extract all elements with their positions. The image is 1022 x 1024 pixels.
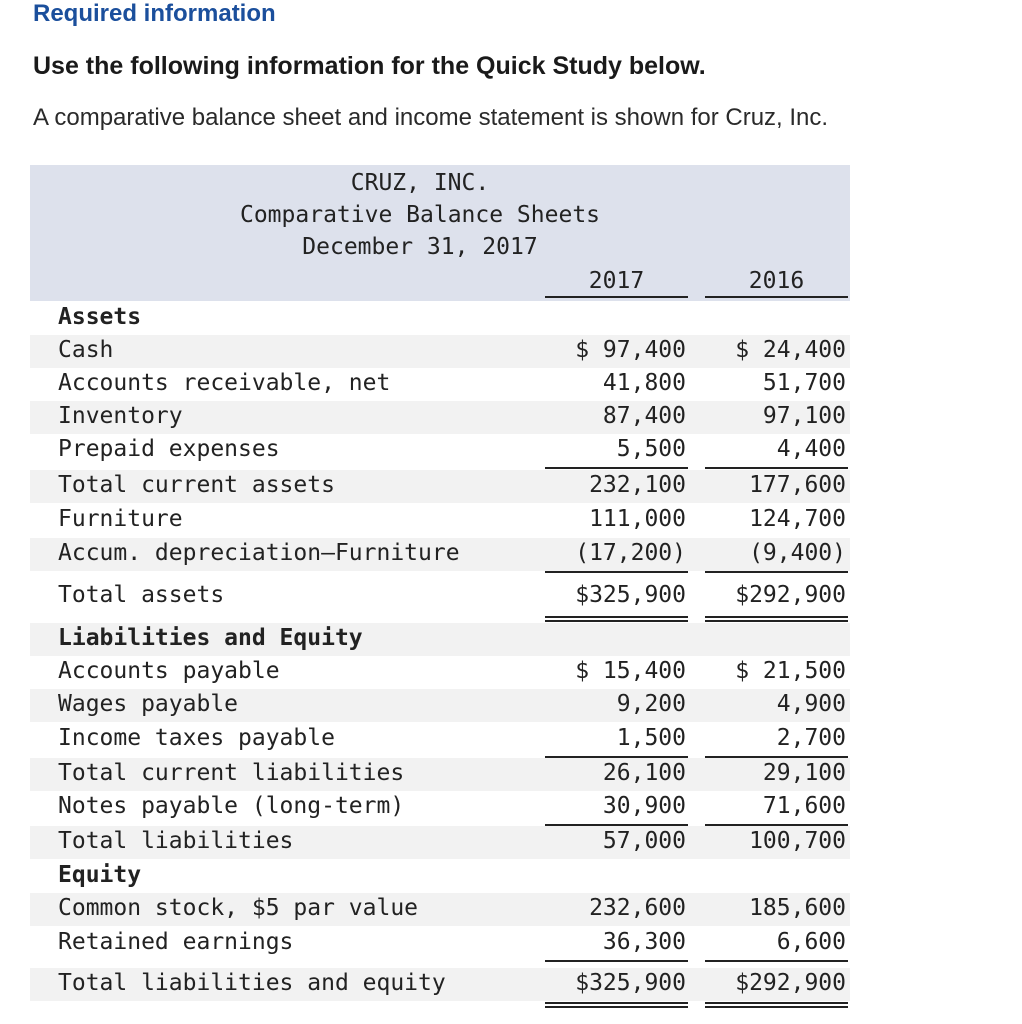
row-label: Accounts receivable, net	[58, 370, 391, 396]
intro-text: A comparative balance sheet and income statement is shown for Cruz, Inc.	[33, 104, 829, 131]
balance-sheet-table	[30, 165, 850, 1015]
row-label: Equity	[58, 862, 142, 888]
table-row-total	[30, 968, 850, 1001]
value-2017: 30,900	[602, 793, 686, 819]
table-row	[30, 893, 850, 926]
value-2017: $325,900	[575, 970, 686, 996]
section-liabilities-equity	[30, 623, 850, 656]
row-label: Notes payable (long-term)	[58, 793, 405, 819]
row-label: Liabilities and Equity	[58, 625, 363, 651]
value-2016: $292,900	[735, 970, 846, 996]
underline	[545, 571, 688, 573]
value-2017: 9,200	[616, 691, 686, 717]
underline	[545, 467, 688, 469]
underline	[705, 571, 848, 573]
row-label: Accum. depreciation—Furniture	[58, 540, 460, 566]
underline	[545, 960, 688, 962]
value-2017: 26,100	[602, 760, 686, 786]
row-label: Total assets	[58, 582, 225, 608]
statement-title: Comparative Balance Sheets	[239, 202, 601, 228]
value-2016: 97,100	[762, 403, 846, 429]
value-2016: 29,100	[762, 760, 846, 786]
value-2016: 100,700	[749, 828, 846, 854]
value-2017: $325,900	[575, 582, 686, 608]
double-underline	[705, 1006, 848, 1008]
value-2016: 177,600	[749, 472, 846, 498]
table-row	[30, 504, 850, 537]
value-2016: $292,900	[735, 582, 846, 608]
company-name: CRUZ, INC.	[350, 170, 490, 196]
value-2017: 232,100	[589, 472, 686, 498]
value-2016: 124,700	[749, 506, 846, 532]
required-information-heading: Required information	[33, 0, 276, 27]
value-2017: 41,800	[602, 370, 686, 396]
row-label: Common stock, $5 par value	[58, 895, 419, 921]
double-underline	[545, 616, 688, 618]
double-underline	[705, 620, 848, 622]
table-row	[30, 335, 850, 368]
table-row	[30, 368, 850, 401]
value-2017: $ 97,400	[575, 337, 686, 363]
table-row	[30, 434, 850, 467]
section-equity	[30, 860, 850, 893]
row-label: Prepaid expenses	[58, 436, 280, 462]
table-row-total	[30, 470, 850, 503]
table-row	[30, 723, 850, 756]
instruction-heading: Use the following information for the Quick Study below.	[33, 52, 706, 80]
value-2017: (17,200)	[575, 540, 686, 566]
double-underline	[705, 616, 848, 618]
table-row	[30, 656, 850, 689]
underline	[705, 467, 848, 469]
table-row	[30, 791, 850, 824]
row-label: Total current assets	[58, 472, 335, 498]
row-label: Total liabilities and equity	[58, 970, 446, 996]
row-label: Accounts payable	[58, 658, 280, 684]
table-row-total	[30, 580, 850, 613]
double-underline	[545, 1002, 688, 1004]
value-2016: (9,400)	[749, 540, 846, 566]
value-2016: 51,700	[762, 370, 846, 396]
value-2017: 111,000	[589, 506, 686, 532]
value-2017: 36,300	[602, 929, 686, 955]
table-row	[30, 927, 850, 960]
value-2016: $ 24,400	[735, 337, 846, 363]
balance-sheet-header	[30, 165, 850, 301]
table-row	[30, 689, 850, 722]
value-2016: 4,400	[776, 436, 846, 462]
value-2017: $ 15,400	[575, 658, 686, 684]
value-2017: 1,500	[616, 725, 686, 751]
underline	[705, 960, 848, 962]
row-label: Inventory	[58, 403, 183, 429]
row-label: Wages payable	[58, 691, 239, 717]
value-2017: 232,600	[589, 895, 686, 921]
row-label: Income taxes payable	[58, 725, 335, 751]
table-row	[30, 538, 850, 571]
value-2016: $ 21,500	[735, 658, 846, 684]
row-label: Furniture	[58, 506, 183, 532]
value-2017: 5,500	[616, 436, 686, 462]
column-header-2016: 2016	[705, 268, 848, 298]
value-2016: 71,600	[762, 793, 846, 819]
row-label: Assets	[58, 304, 142, 330]
double-underline	[705, 1002, 848, 1004]
value-2016: 2,700	[776, 725, 846, 751]
table-row	[30, 401, 850, 434]
row-label: Retained earnings	[58, 929, 294, 955]
value-2017: 87,400	[602, 403, 686, 429]
column-header-2017: 2017	[545, 268, 688, 298]
table-row-total	[30, 826, 850, 859]
value-2016: 6,600	[776, 929, 846, 955]
row-label: Cash	[58, 337, 114, 363]
double-underline	[545, 1006, 688, 1008]
value-2016: 4,900	[776, 691, 846, 717]
row-label: Total current liabilities	[58, 760, 405, 786]
double-underline	[545, 620, 688, 622]
statement-date: December 31, 2017	[302, 234, 538, 260]
table-row-total	[30, 758, 850, 791]
value-2016: 185,600	[749, 895, 846, 921]
row-label: Total liabilities	[58, 828, 294, 854]
section-assets	[30, 302, 850, 335]
value-2017: 57,000	[602, 828, 686, 854]
